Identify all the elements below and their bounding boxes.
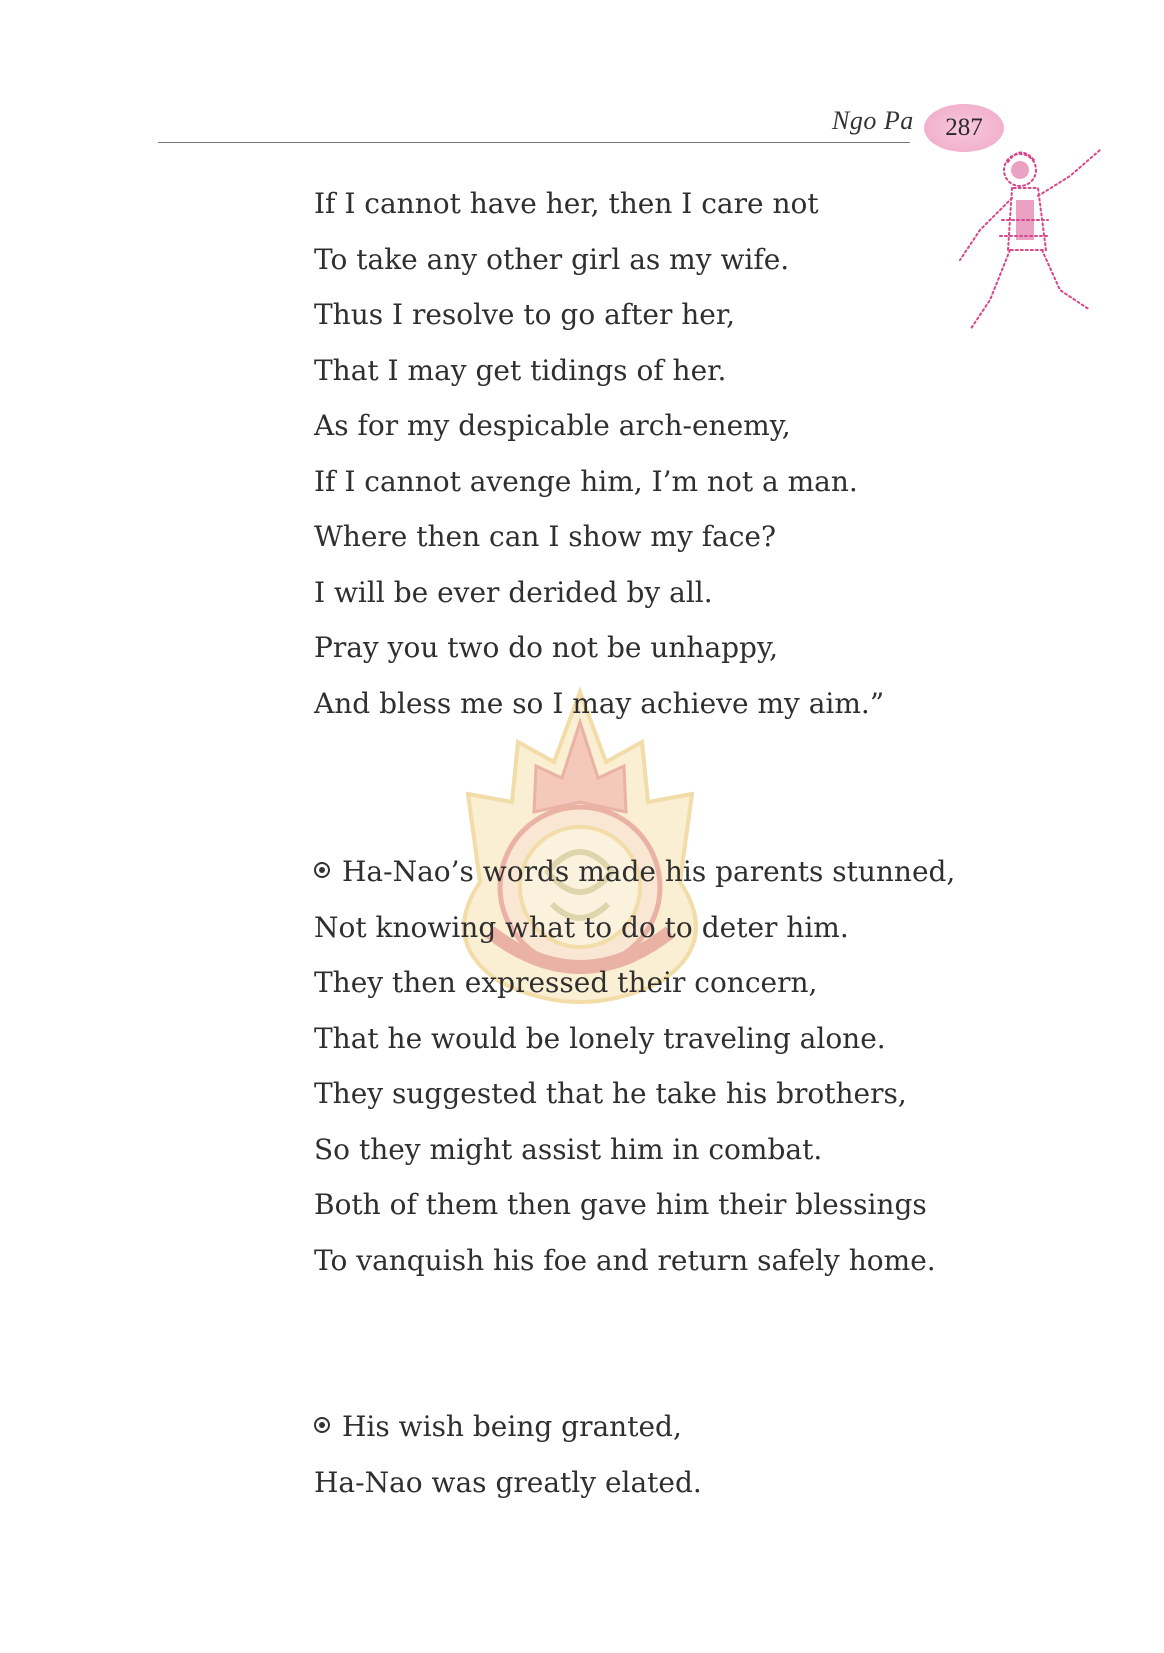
dancer-illustration-icon [950, 140, 1120, 350]
verse-line: If I cannot have her, then I care not [314, 187, 819, 220]
verse-line: That he would be lonely traveling alone. [314, 1021, 886, 1055]
verse-line: I will be ever derided by all. [314, 575, 713, 609]
verse-line: So they might assist him in combat. [314, 1132, 823, 1166]
verse-line: They then expressed their concern, [314, 966, 818, 999]
page-number: 287 [945, 114, 983, 141]
running-title: Ngo Pa [832, 106, 914, 135]
stanza-bullet-icon [314, 862, 330, 878]
stanza-bullet-icon [314, 1417, 330, 1433]
verse-line: Thus I resolve to go after her, [314, 298, 736, 331]
verse-line-first [314, 850, 955, 906]
verse-line: If I cannot avenge him, I’m not a man. [314, 464, 858, 498]
verse-line-text: His wish being granted, [342, 1410, 682, 1443]
verse-line: Where then can I show my face? [314, 520, 777, 553]
verse-line: As for my despicable arch-enemy, [314, 409, 791, 442]
stanza-3 [314, 1405, 702, 1516]
verse-line: Not knowing what to do to deter him. [314, 910, 849, 944]
verse-line: To take any other girl as my wife. [314, 242, 790, 276]
verse-line: And bless me so I may achieve my aim.” [314, 686, 885, 720]
verse-line: Ha-Nao was greatly elated. [314, 1465, 702, 1499]
verse-line: Pray you two do not be unhappy, [314, 631, 778, 664]
verse-line-first [314, 1405, 702, 1461]
verse-line: That I may get tidings of her. [314, 353, 727, 387]
verse-line: To vanquish his foe and return safely home. [314, 1243, 936, 1277]
stanza-2 [314, 850, 955, 1294]
verse-line: They suggested that he take his brothers, [314, 1077, 907, 1110]
header-rule [158, 142, 910, 143]
verse-line-text: Ha-Nao’s words made his parents stunned, [342, 855, 956, 888]
verse-line: Both of them then gave him their blessings [314, 1188, 927, 1221]
stanza-1 [314, 182, 884, 737]
